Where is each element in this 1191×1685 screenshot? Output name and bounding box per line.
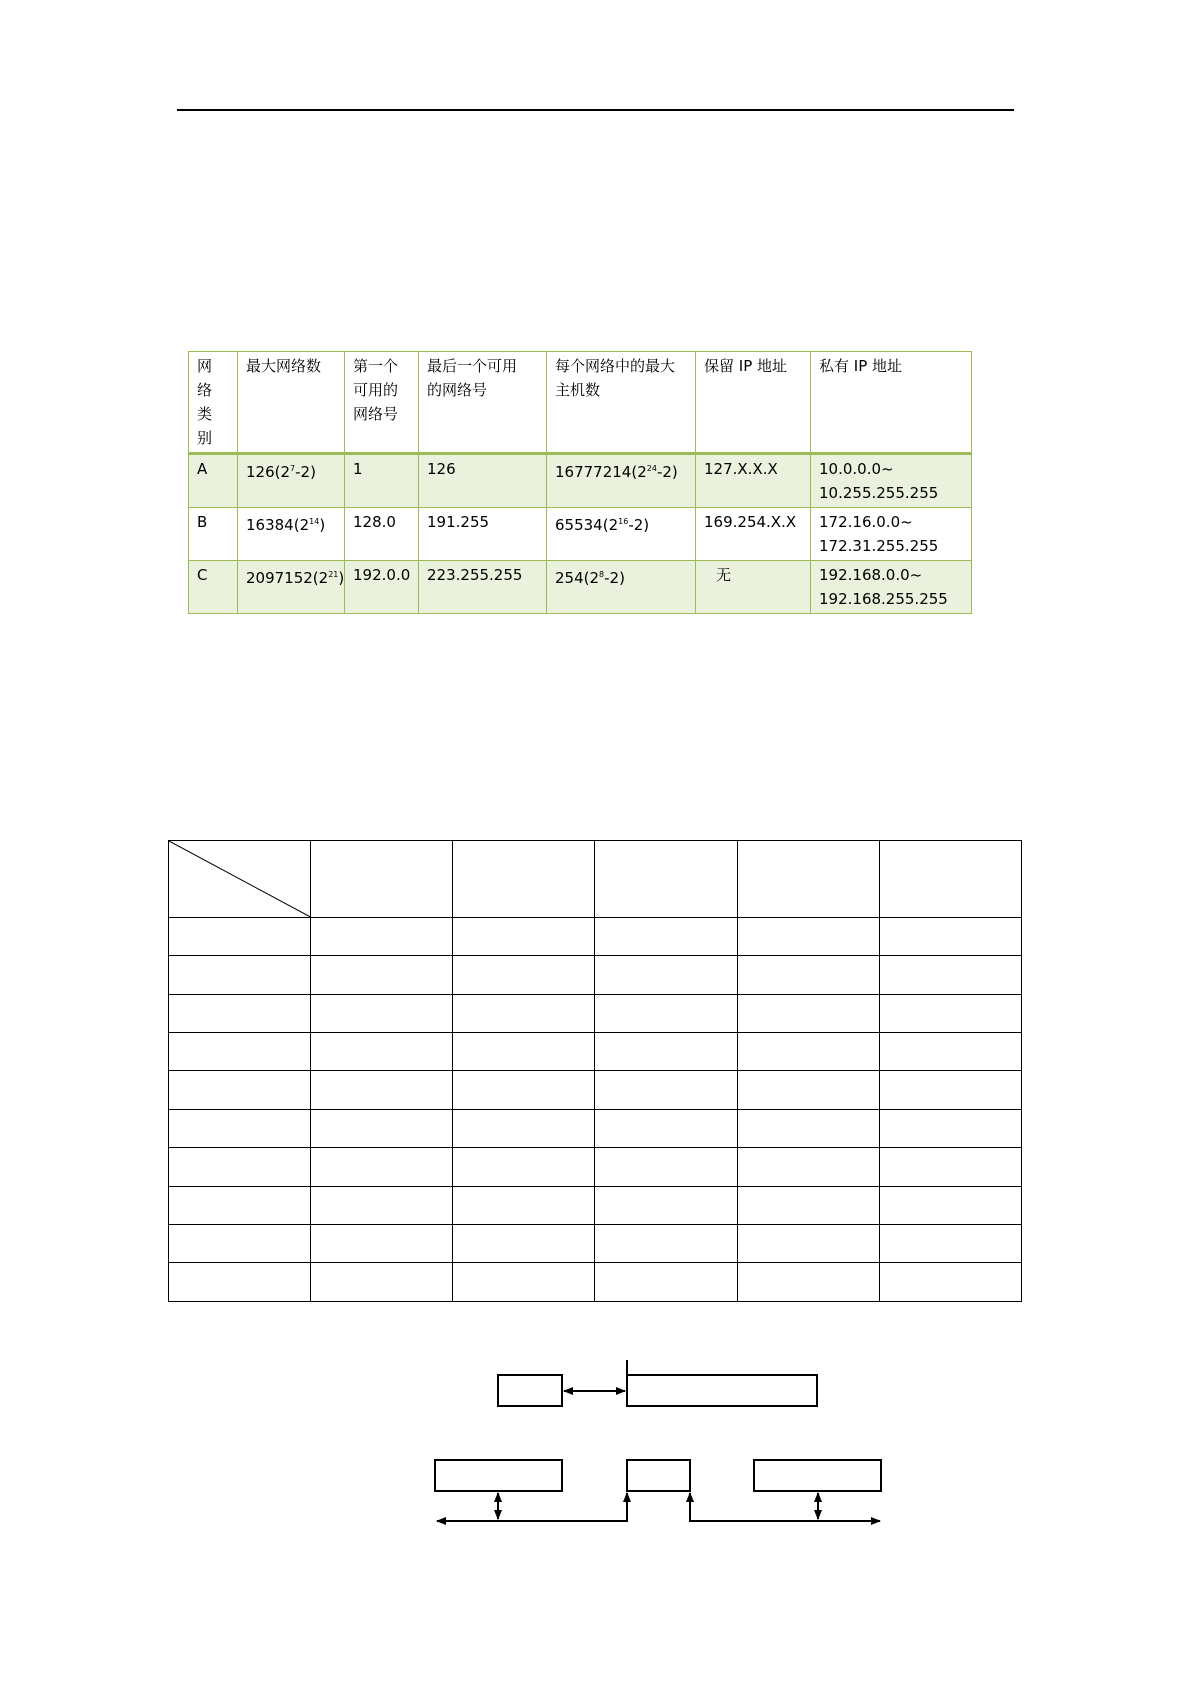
- grid-cell: [595, 994, 737, 1032]
- cell-first-network: 128.0: [345, 508, 419, 561]
- cell-private-ip: 192.168.0.0~ 192.168.255.255: [811, 561, 972, 614]
- grid-cell: [595, 1225, 737, 1263]
- grid-cell: [879, 1186, 1021, 1224]
- cell-max-hosts: $65534(2^{16}-2)$: [547, 508, 696, 561]
- cell-class: A: [189, 454, 238, 508]
- grid-cell: [311, 1033, 453, 1071]
- table-row: [189, 561, 972, 614]
- grid-cell: [169, 917, 311, 955]
- diagram-box-middle: [627, 1460, 690, 1491]
- grid-cell: [311, 956, 453, 994]
- grid-cell: [453, 1033, 595, 1071]
- grid-row: [169, 1109, 1022, 1147]
- grid-cell: [595, 1186, 737, 1224]
- grid-cell: [169, 1186, 311, 1224]
- grid-cell: [453, 917, 595, 955]
- cell-max-networks: $126(2^7-2)$: [238, 454, 345, 508]
- grid-row: [169, 1148, 1022, 1186]
- grid-row: [169, 1071, 1022, 1109]
- grid-cell: [595, 917, 737, 955]
- grid-header-row: [169, 841, 1022, 918]
- grid-cell: [737, 1263, 879, 1302]
- grid-cell: [737, 1148, 879, 1186]
- table-row: [189, 508, 972, 561]
- grid-cell: [595, 1148, 737, 1186]
- grid-cell: [453, 1109, 595, 1147]
- header-network-class: 网 络 类 别: [189, 352, 238, 454]
- grid-cell: [169, 1071, 311, 1109]
- grid-cell: [311, 1109, 453, 1147]
- grid-cell: [311, 1186, 453, 1224]
- grid-cell: [169, 1033, 311, 1071]
- header-max-networks: 最大网络数: [238, 352, 345, 454]
- header-last-network: 最后一个可用 的网络号: [419, 352, 547, 454]
- grid-cell: [737, 1109, 879, 1147]
- grid-row: [169, 1263, 1022, 1302]
- cell-max-networks: $16384(2^{14})$: [238, 508, 345, 561]
- diagram-bus-right: [690, 1493, 880, 1521]
- grid-cell: [879, 1225, 1021, 1263]
- grid-cell: [169, 1109, 311, 1147]
- diagram-box-wide-top: [627, 1375, 817, 1406]
- grid-cell: [737, 1186, 879, 1224]
- ip-class-table: [188, 351, 972, 614]
- header-reserved-ip: 保留 IP 地址: [696, 352, 811, 454]
- grid-cell: [737, 917, 879, 955]
- grid-cell: [879, 1033, 1021, 1071]
- grid-row: [169, 1033, 1022, 1071]
- grid-cell: [453, 1225, 595, 1263]
- cell-private-ip: 10.0.0.0~ 10.255.255.255: [811, 454, 972, 508]
- grid-cell: [595, 1033, 737, 1071]
- cell-last-network: 191.255: [419, 508, 547, 561]
- table-header-row: [189, 352, 972, 454]
- grid-row: [169, 994, 1022, 1032]
- grid-cell: [311, 1263, 453, 1302]
- grid-header-cell: [453, 841, 595, 918]
- cell-reserved-ip: 无: [696, 561, 811, 614]
- grid-cell: [879, 956, 1021, 994]
- grid-diagonal-header-cell: [169, 841, 311, 918]
- grid-cell: [453, 1263, 595, 1302]
- grid-cell: [595, 956, 737, 994]
- grid-cell: [737, 1033, 879, 1071]
- grid-cell: [595, 1109, 737, 1147]
- cell-last-network: 126: [419, 454, 547, 508]
- cell-reserved-ip: 169.254.X.X: [696, 508, 811, 561]
- cell-class: C: [189, 561, 238, 614]
- grid-header-cell: [595, 841, 737, 918]
- cell-class: B: [189, 508, 238, 561]
- grid-cell: [737, 1225, 879, 1263]
- grid-cell: [879, 1071, 1021, 1109]
- grid-row: [169, 1225, 1022, 1263]
- diagram-box-right: [754, 1460, 881, 1491]
- grid-cell: [737, 1071, 879, 1109]
- grid-cell: [311, 917, 453, 955]
- diagram-box-left: [435, 1460, 562, 1491]
- grid-cell: [453, 994, 595, 1032]
- grid-cell: [737, 956, 879, 994]
- grid-cell: [169, 1225, 311, 1263]
- grid-cell: [879, 994, 1021, 1032]
- cell-max-hosts: $16777214(2^{24}-2)$: [547, 454, 696, 508]
- grid-header-cell: [879, 841, 1021, 918]
- grid-cell: [169, 1148, 311, 1186]
- grid-cell: [879, 1148, 1021, 1186]
- grid-cell: [311, 1225, 453, 1263]
- diagram-box-small-top: [498, 1375, 562, 1406]
- cell-first-network: 192.0.0: [345, 561, 419, 614]
- grid-cell: [879, 917, 1021, 955]
- grid-cell: [311, 994, 453, 1032]
- cell-max-hosts: $254(2^8-2)$: [547, 561, 696, 614]
- header-max-hosts: 每个网络中的最大 主机数: [547, 352, 696, 454]
- empty-grid-table: [168, 840, 1022, 1302]
- grid-cell: [169, 1263, 311, 1302]
- cell-private-ip: 172.16.0.0~ 172.31.255.255: [811, 508, 972, 561]
- grid-cell: [453, 1148, 595, 1186]
- grid-cell: [879, 1109, 1021, 1147]
- grid-cell: [311, 1148, 453, 1186]
- header-first-network: 第一个 可用的 网络号: [345, 352, 419, 454]
- grid-row: [169, 917, 1022, 955]
- grid-cell: [311, 1071, 453, 1109]
- cell-max-networks: $2097152(2^{21})$: [238, 561, 345, 614]
- grid-header-cell: [311, 841, 453, 918]
- diagram-bus-left: [437, 1493, 627, 1521]
- grid-cell: [737, 994, 879, 1032]
- grid-cell: [169, 956, 311, 994]
- cell-last-network: 223.255.255: [419, 561, 547, 614]
- grid-cell: [453, 956, 595, 994]
- grid-cell: [169, 994, 311, 1032]
- grid-header-cell: [737, 841, 879, 918]
- grid-row: [169, 956, 1022, 994]
- grid-cell: [879, 1263, 1021, 1302]
- cell-reserved-ip: 127.X.X.X: [696, 454, 811, 508]
- cell-first-network: 1: [345, 454, 419, 508]
- grid-row: [169, 1186, 1022, 1224]
- grid-cell: [595, 1263, 737, 1302]
- table-row: [189, 454, 972, 508]
- grid-cell: [453, 1186, 595, 1224]
- header-private-ip: 私有 IP 地址: [811, 352, 972, 454]
- grid-cell: [453, 1071, 595, 1109]
- header-rule: [177, 109, 1014, 111]
- grid-cell: [595, 1071, 737, 1109]
